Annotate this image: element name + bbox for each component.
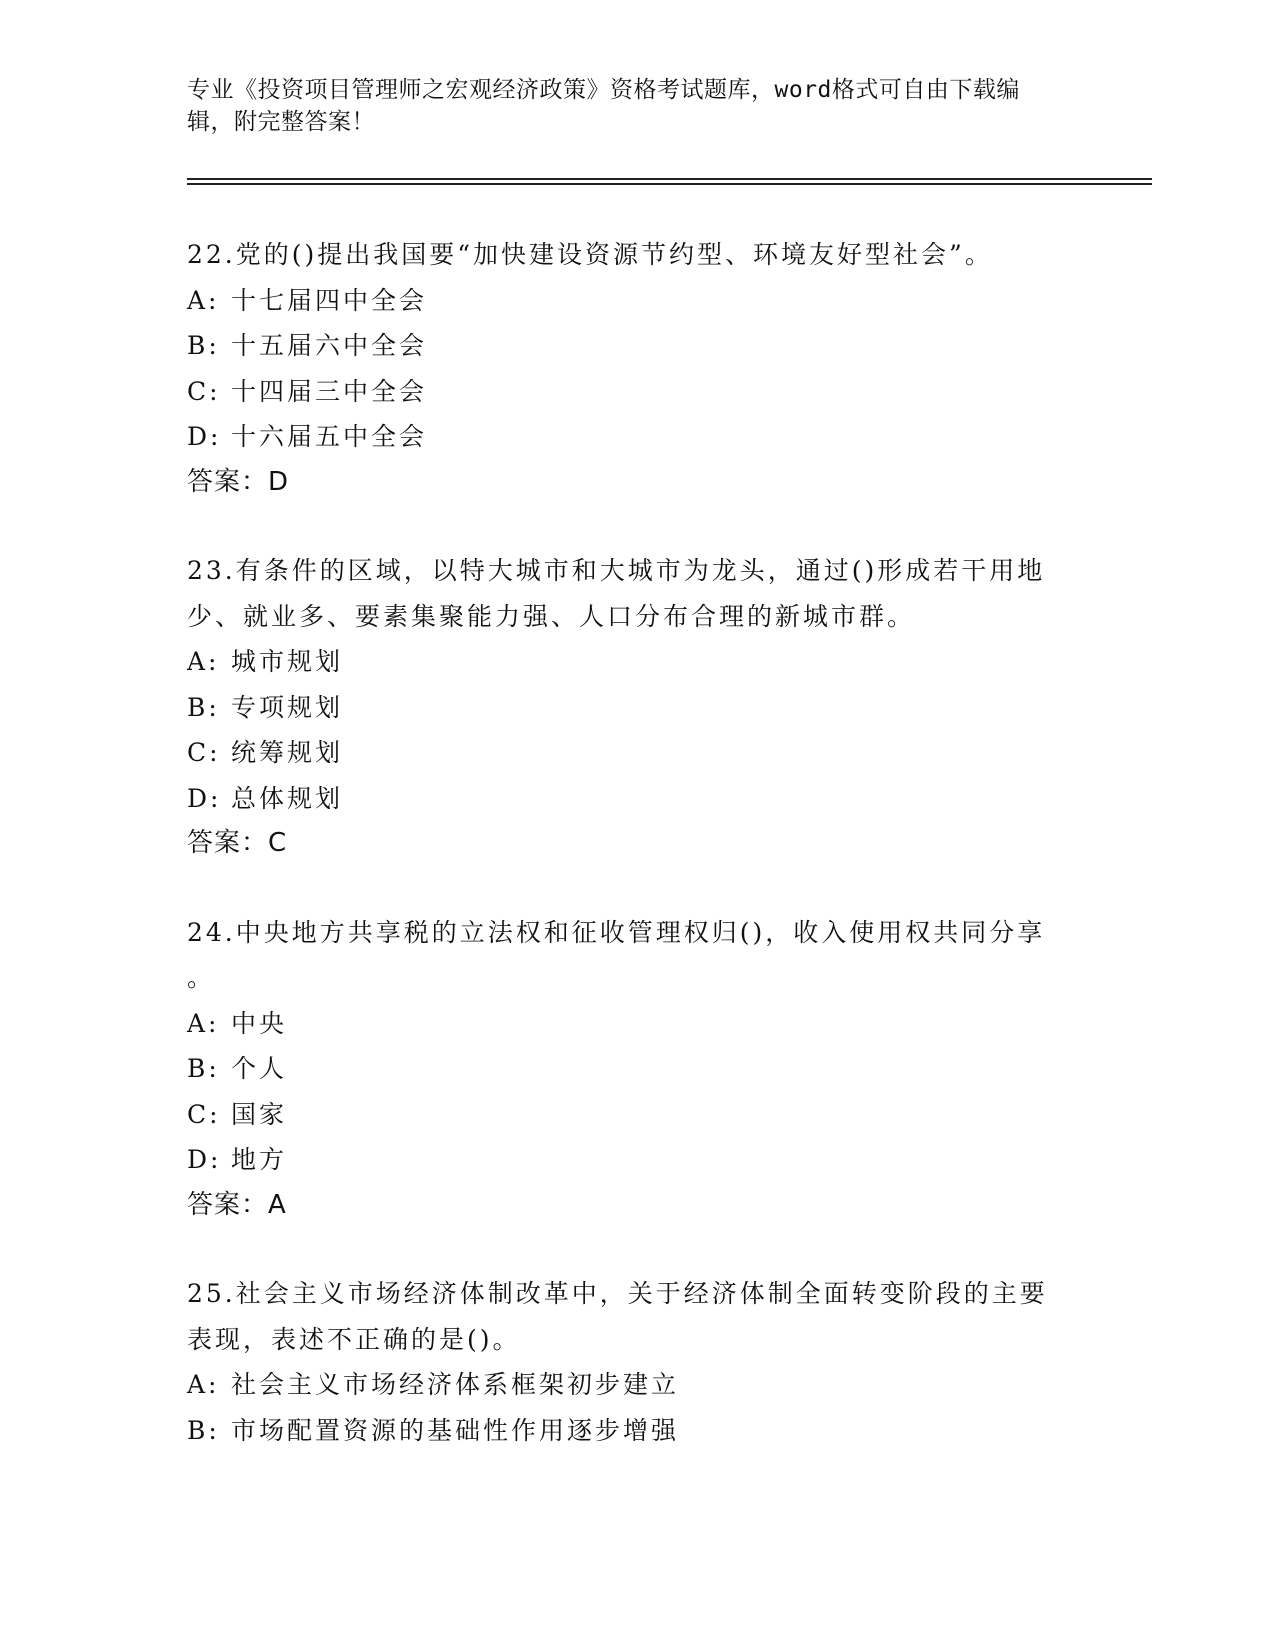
option-key: A: <box>187 647 220 676</box>
option-row <box>187 323 1087 369</box>
option-key: B: <box>187 692 220 722</box>
option-key: D: <box>187 1145 222 1174</box>
option-row <box>187 776 1087 822</box>
option-row <box>187 1408 1087 1454</box>
answer-line: 答案：A <box>187 1189 287 1220</box>
option-text: 城市规划 <box>231 647 344 676</box>
question-item <box>187 548 1087 867</box>
option-text: 十七届四中全会 <box>231 285 428 315</box>
header-line-1: 专业《投资项目管理师之宏观经济政策》资格考试题库，word格式可自由下载编 <box>187 77 1020 103</box>
option-text: 专项规划 <box>231 692 344 722</box>
option-row <box>187 1046 1087 1092</box>
option-key: B: <box>187 331 220 360</box>
question-stem <box>187 232 1087 278</box>
option-text: 十四届三中全会 <box>231 376 428 406</box>
question-stem-line: 25.社会主义市场经济体制改革中，关于经济体制全面转变阶段的主要 <box>187 1279 1048 1308</box>
option-text: 十五届六中全会 <box>231 331 428 360</box>
question-stem-line: 表现，表述不正确的是()。 <box>187 1324 521 1354</box>
header-divider-bottom <box>187 183 1152 185</box>
answer-line: 答案：C <box>187 828 288 858</box>
question-item <box>187 1271 1087 1453</box>
option-row <box>187 278 1087 324</box>
option-row <box>187 1137 1087 1183</box>
question-stem <box>187 1271 1087 1362</box>
option-key: A: <box>187 285 220 315</box>
option-key: B: <box>187 1415 220 1445</box>
option-row <box>187 639 1087 685</box>
option-text: 国家 <box>231 1099 288 1129</box>
option-key: D: <box>187 422 222 451</box>
option-row <box>187 730 1087 776</box>
question-stem-line: 22.党的()提出我国要“加快建设资源节约型、环境友好型社会”。 <box>187 240 993 269</box>
option-row <box>187 685 1087 731</box>
option-row <box>187 1001 1087 1047</box>
option-key: B: <box>187 1054 220 1083</box>
option-row <box>187 414 1087 460</box>
question-item <box>187 910 1087 1229</box>
option-text: 个人 <box>231 1054 288 1083</box>
header-divider-top <box>187 178 1152 180</box>
option-text: 十六届五中全会 <box>231 422 428 451</box>
option-key: C: <box>187 376 221 406</box>
option-key: C: <box>187 1099 221 1129</box>
question-stem-line: 。 <box>187 963 216 992</box>
document-header <box>187 74 1067 138</box>
question-stem-line: 23.有条件的区域，以特大城市和大城市为龙头，通过()形成若干用地 <box>187 556 1046 585</box>
option-key: A: <box>187 1370 220 1399</box>
option-row <box>187 369 1087 415</box>
option-key: A: <box>187 1008 220 1038</box>
question-stem-line: 24.中央地方共享税的立法权和征收管理权归()，收入使用权共同分享 <box>187 917 1046 947</box>
option-text: 市场配置资源的基础性作用逐步增强 <box>231 1415 680 1445</box>
option-text: 社会主义市场经济体系框架初步建立 <box>231 1370 680 1399</box>
question-stem <box>187 910 1087 1001</box>
option-text: 中央 <box>231 1008 288 1038</box>
question-item <box>187 232 1087 505</box>
option-text: 总体规划 <box>231 783 344 813</box>
option-row <box>187 1362 1087 1408</box>
option-text: 统筹规划 <box>231 738 344 767</box>
question-stem-line: 少、就业多、要素集聚能力强、人口分布合理的新城市群。 <box>187 601 916 631</box>
option-key: C: <box>187 738 221 767</box>
option-text: 地方 <box>231 1145 288 1174</box>
option-key: D: <box>187 783 222 813</box>
header-line-2: 辑，附完整答案！ <box>187 109 375 135</box>
option-row <box>187 1092 1087 1138</box>
answer-line: 答案：D <box>187 466 290 497</box>
question-stem <box>187 548 1087 639</box>
question-list <box>187 232 1087 1496</box>
